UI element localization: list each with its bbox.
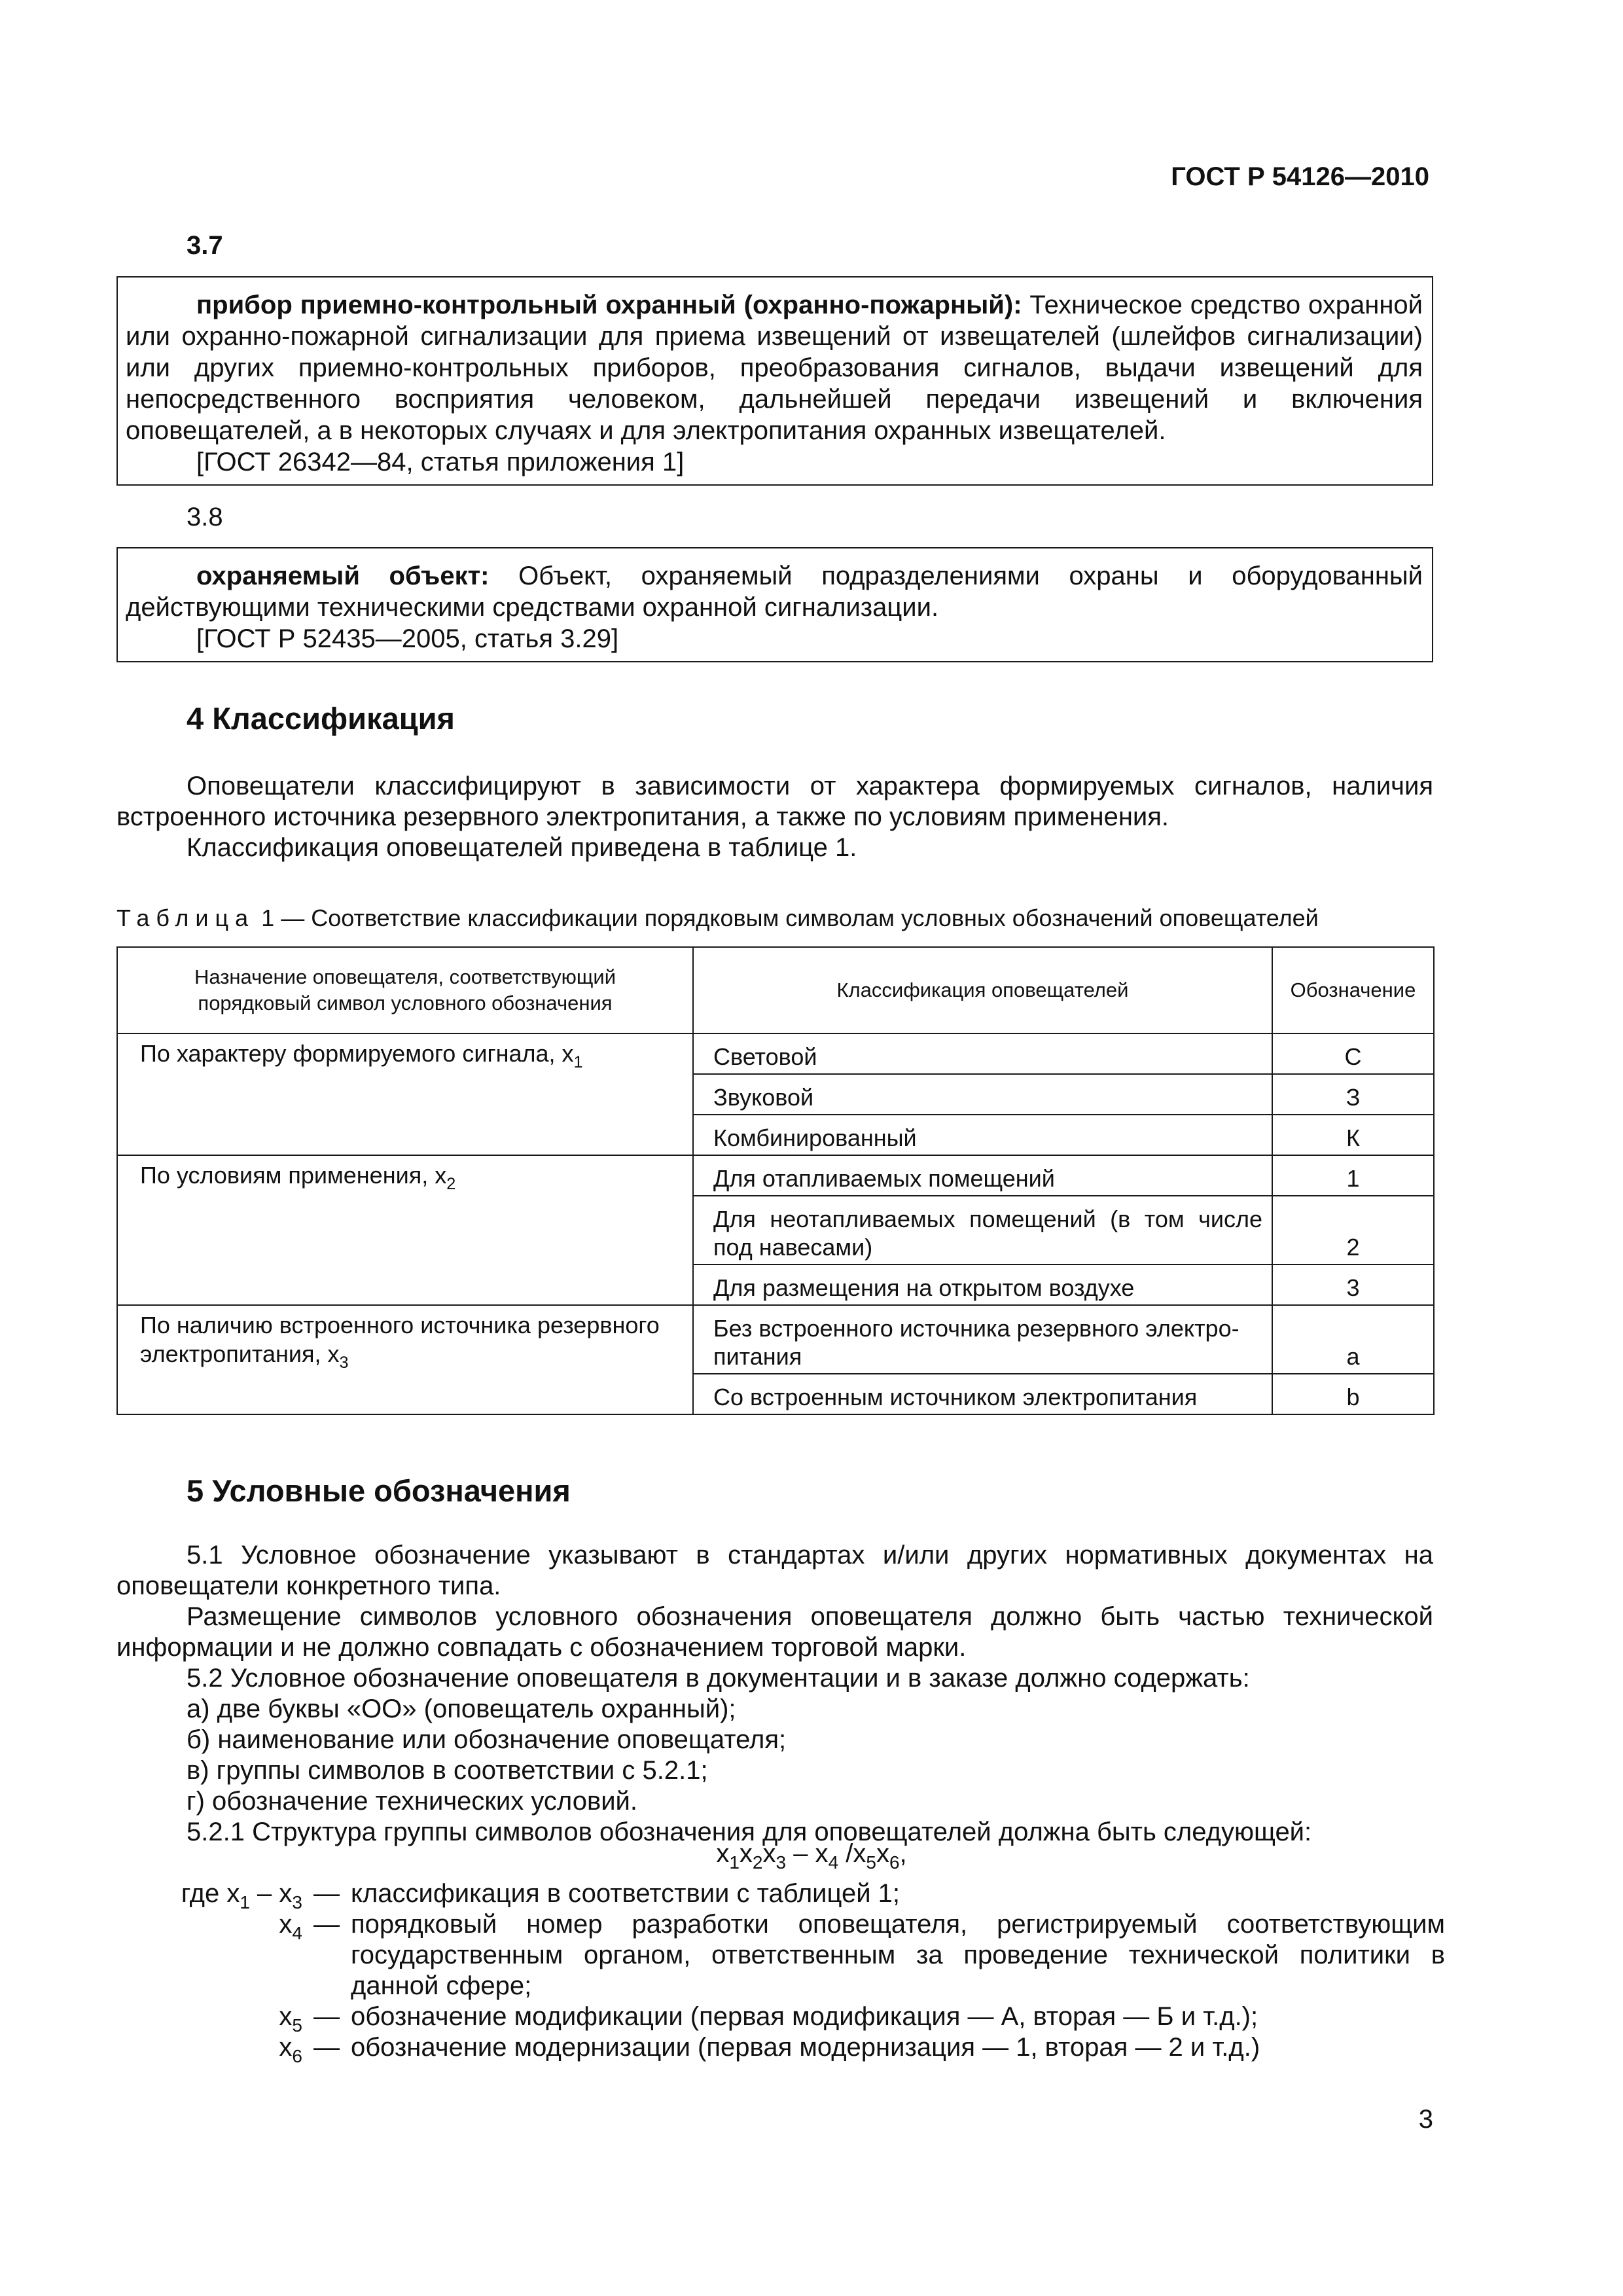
- code-cell: b: [1272, 1374, 1434, 1414]
- clause-number-3-8: 3.8: [187, 503, 223, 531]
- classification-table: [116, 946, 1435, 1415]
- code-cell: З: [1272, 1074, 1434, 1115]
- table-header-row: [117, 947, 1434, 1033]
- definition-source: [ГОСТ Р 52435—2005, статья 3.29]: [196, 624, 619, 653]
- paragraph: 5.2 Условное обозначение оповещателя в документации и в заказе должно содержать:: [187, 1664, 1250, 1693]
- group-cell: По наличию встроенного источника резервного электропитания, $x_3$: [117, 1305, 693, 1414]
- code-cell: 1: [1272, 1155, 1434, 1196]
- list-item: б) наименование или обозначение оповещателя;: [187, 1725, 787, 1754]
- definition-text: Техническое средство охранной или охранно-пожарной сигнализации для приема извещений от извещателей (шлейфов сигнализации) или других приемно-контрольных приборов, преобразования сигналов, выдачи извещений для непосредственного восприятия человеком, дальнейшей передачи извещений и включения оповещателей, а в некоторых случаях и для электропитания охранных извещателей.: [126, 291, 1423, 445]
- code-cell: a: [1272, 1305, 1434, 1374]
- symbol-structure-formula: $x_1x_2x_3 - x_4$ $/x_5x_6$,: [716, 1839, 907, 1873]
- where-description: классификация в соответствии с таблицей 1;: [351, 1879, 901, 1908]
- header-cell: Обозначение: [1272, 947, 1434, 1033]
- group-cell: По условиям применения, $x_2$: [117, 1155, 693, 1305]
- where-description: порядковый номер разработки оповещателя, регистрируемый соответствующим государственным органом, ответственным за проведение технической политики в данной сфере;: [351, 1910, 1445, 2000]
- group-cell: По характеру формируемого сигнала, $x_1$: [117, 1033, 693, 1155]
- clause-number-3-7: 3.7: [187, 231, 223, 260]
- table-row: [117, 1305, 1434, 1374]
- table-caption-text: — Соответствие классификации порядковым символам условных обозначений оповещателей: [274, 905, 1319, 931]
- class-cell: Световой: [693, 1033, 1272, 1074]
- class-cell: Без встроенного источника резервного электро-питания: [693, 1305, 1272, 1374]
- paragraph: 5.1 Условное обозначение указывают в стандартах и/или других нормативных документах на оповещатели конкретного типа.: [116, 1541, 1433, 1600]
- section-4-heading: 4 Классификация: [187, 701, 455, 736]
- class-cell: Для отапливаемых помещений: [693, 1155, 1272, 1196]
- code-cell: 3: [1272, 1265, 1434, 1305]
- section-5-heading: 5 Условные обозначения: [187, 1473, 571, 1508]
- class-cell: Со встроенным источником электропитания: [693, 1374, 1272, 1414]
- table-row: [117, 1033, 1434, 1074]
- list-item: г) обозначение технических условий.: [187, 1787, 638, 1816]
- code-cell: 2: [1272, 1196, 1434, 1265]
- paragraph: 5.2.1 Структура группы символов обозначения для оповещателей должна быть следующей:: [187, 1818, 1312, 1846]
- class-cell: Для размещения на открытом воздухе: [693, 1265, 1272, 1305]
- definition-text: Объект, охраняемый подразделениями охраны и оборудованный действующими техническими средствами охранной сигнализации.: [126, 562, 1423, 622]
- class-cell: Для неотапливаемых помещений (в том числе под навесами): [693, 1196, 1272, 1265]
- definition-source: [ГОСТ 26342—84, статья приложения 1]: [196, 448, 685, 476]
- code-cell: С: [1272, 1033, 1434, 1074]
- where-symbol: $x_4$: [279, 1910, 302, 1943]
- class-cell: Звуковой: [693, 1074, 1272, 1115]
- document-code: ГОСТ Р 54126—2010: [1171, 162, 1429, 191]
- table-row: [117, 1155, 1434, 1196]
- definition-box-3-7: [116, 276, 1433, 486]
- section-4-text: [116, 771, 1433, 863]
- class-cell: Комбинированный: [693, 1115, 1272, 1155]
- where-list: [116, 1878, 1445, 2066]
- where-description: обозначение модернизации (первая модернизация — 1, вторая — 2 и т.д.): [351, 2033, 1260, 2062]
- section-5-text: [116, 1540, 1433, 1848]
- code-cell: К: [1272, 1115, 1434, 1155]
- list-item: в) группы символов в соответствии с 5.2.1;: [187, 1756, 708, 1785]
- where-row: $x_5$ — обозначение модификации (первая модификация — А, вторая — Б и т.д.);: [116, 2001, 1445, 2032]
- where-symbol: $x_6$: [279, 2033, 302, 2066]
- where-row: где $x_1 - x_3$ — классификация в соответствии с таблицей 1;: [116, 1878, 1445, 1909]
- table-caption-number: 1: [261, 905, 275, 931]
- header-cell: Классификация оповещателей: [693, 947, 1272, 1033]
- definition-box-3-8: [116, 547, 1433, 662]
- paragraph: Классификация оповещателей приведена в таблице 1.: [187, 833, 857, 862]
- where-symbol: где $x_1 - x_3$: [181, 1879, 302, 1912]
- where-row: $x_4$ — порядковый номер разработки оповещателя, регистрируемый соответствующим государственным органом, ответственным за проведение технической политики в данной сфере;: [116, 1909, 1445, 2001]
- where-row: $x_6$ — обозначение модернизации (первая модернизация — 1, вторая — 2 и т.д.): [116, 2032, 1445, 2063]
- list-item: а) две буквы «ОО» (оповещатель охранный);: [187, 1695, 736, 1723]
- table-caption-label: Таблица: [116, 905, 255, 931]
- paragraph: Оповещатели классифицируют в зависимости от характера формируемых сигналов, наличия встроенного источника резервного электропитания, а также по условиям применения.: [116, 772, 1433, 831]
- header-cell: Назначение оповещателя, соответствующий порядковый символ условного обозначения: [117, 947, 693, 1033]
- table-caption: [116, 905, 1319, 932]
- paragraph: Размещение символов условного обозначения оповещателя должно быть частью технической информации и не должно совпадать с обозначением торговой марки.: [116, 1602, 1433, 1662]
- term: прибор приемно-контрольный охранный (охранно-пожарный):: [196, 291, 1022, 319]
- where-description: обозначение модификации (первая модификация — А, вторая — Б и т.д.);: [351, 2002, 1258, 2031]
- term: охраняемый объект:: [196, 562, 490, 590]
- page-number: 3: [1418, 2105, 1433, 2134]
- where-symbol: $x_5$: [279, 2002, 302, 2036]
